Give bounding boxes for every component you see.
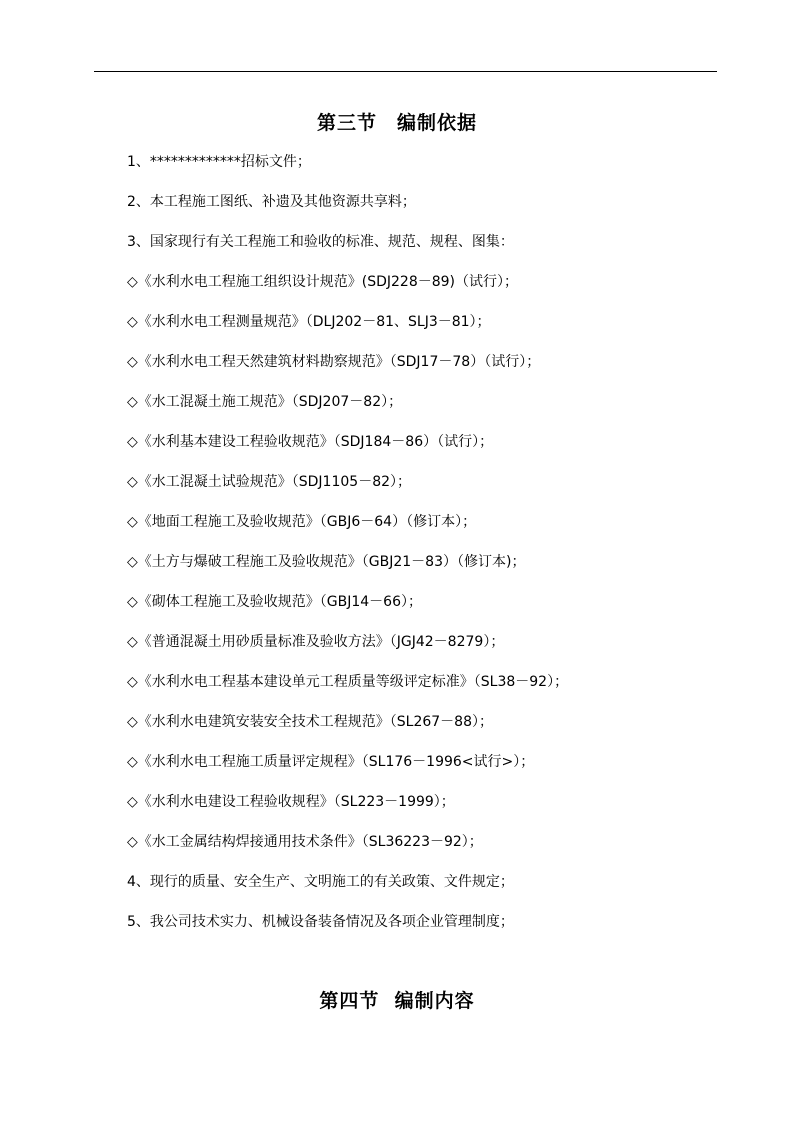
- header-rule: [94, 71, 717, 72]
- list-item: ◇《水利水电工程施工质量评定规程》（SL176－1996<试行>）；: [127, 754, 535, 770]
- list-item: 5、我公司技术实力、机械设备装备情况及各项企业管理制度；: [127, 914, 514, 930]
- list-item: ◇《砌体工程施工及验收规范》（GBJ14－66）；: [127, 594, 422, 610]
- list-item: 4、现行的质量、安全生产、文明施工的有关政策、文件规定；: [127, 874, 514, 890]
- list-item: 2、本工程施工图纸、补遗及其他资源共享料；: [127, 194, 416, 210]
- list-item: ◇《水利水电建设工程验收规程》（SL223－1999）；: [127, 794, 455, 810]
- list-item: ◇《水工混凝土试验规范》（SDJ1105－82）；: [127, 474, 412, 490]
- list-item: ◇《水利水电建筑安装安全技术工程规范》（SL267－88）；: [127, 714, 493, 730]
- list-item: ◇《水利基本建设工程验收规范》（SDJ184－86）（试行）；: [127, 434, 494, 450]
- list-item: ◇《水工混凝土施工规范》（SDJ207－82）；: [127, 394, 403, 410]
- section-3-title: 第三节 编制依据: [316, 112, 477, 134]
- list-item: ◇《水工金属结构焊接通用技术条件》（SL36223－92）；: [127, 834, 483, 850]
- list-item: ◇《普通混凝土用砂质量标准及验收方法》（JGJ42－8279）；: [127, 634, 505, 650]
- list-item: ◇《水利水电工程天然建筑材料勘察规范》（SDJ17－78）（试行）；: [127, 354, 541, 370]
- list-item: 1、*************招标文件；: [127, 154, 311, 170]
- list-item: ◇《地面工程施工及验收规范》（GBJ6－64）（修订本）；: [127, 514, 477, 530]
- basis-list: [127, 149, 727, 949]
- section-4-title: 第四节 编制内容: [319, 990, 475, 1012]
- list-item: ◇《水利水电工程施工组织设计规范》(SDJ228－89)（试行）；: [127, 274, 519, 290]
- list-item: ◇《土方与爆破工程施工及验收规范》（GBJ21－83）（修订本)；: [127, 554, 526, 570]
- list-item: 3、国家现行有关工程施工和验收的标准、规范、规程、图集：: [127, 234, 514, 250]
- list-item: ◇《水利水电工程测量规范》（DLJ202－81、SLJ3－81）；: [127, 314, 491, 330]
- list-item: ◇《水利水电工程基本建设单元工程质量等级评定标准》（SL38－92）；: [127, 674, 569, 690]
